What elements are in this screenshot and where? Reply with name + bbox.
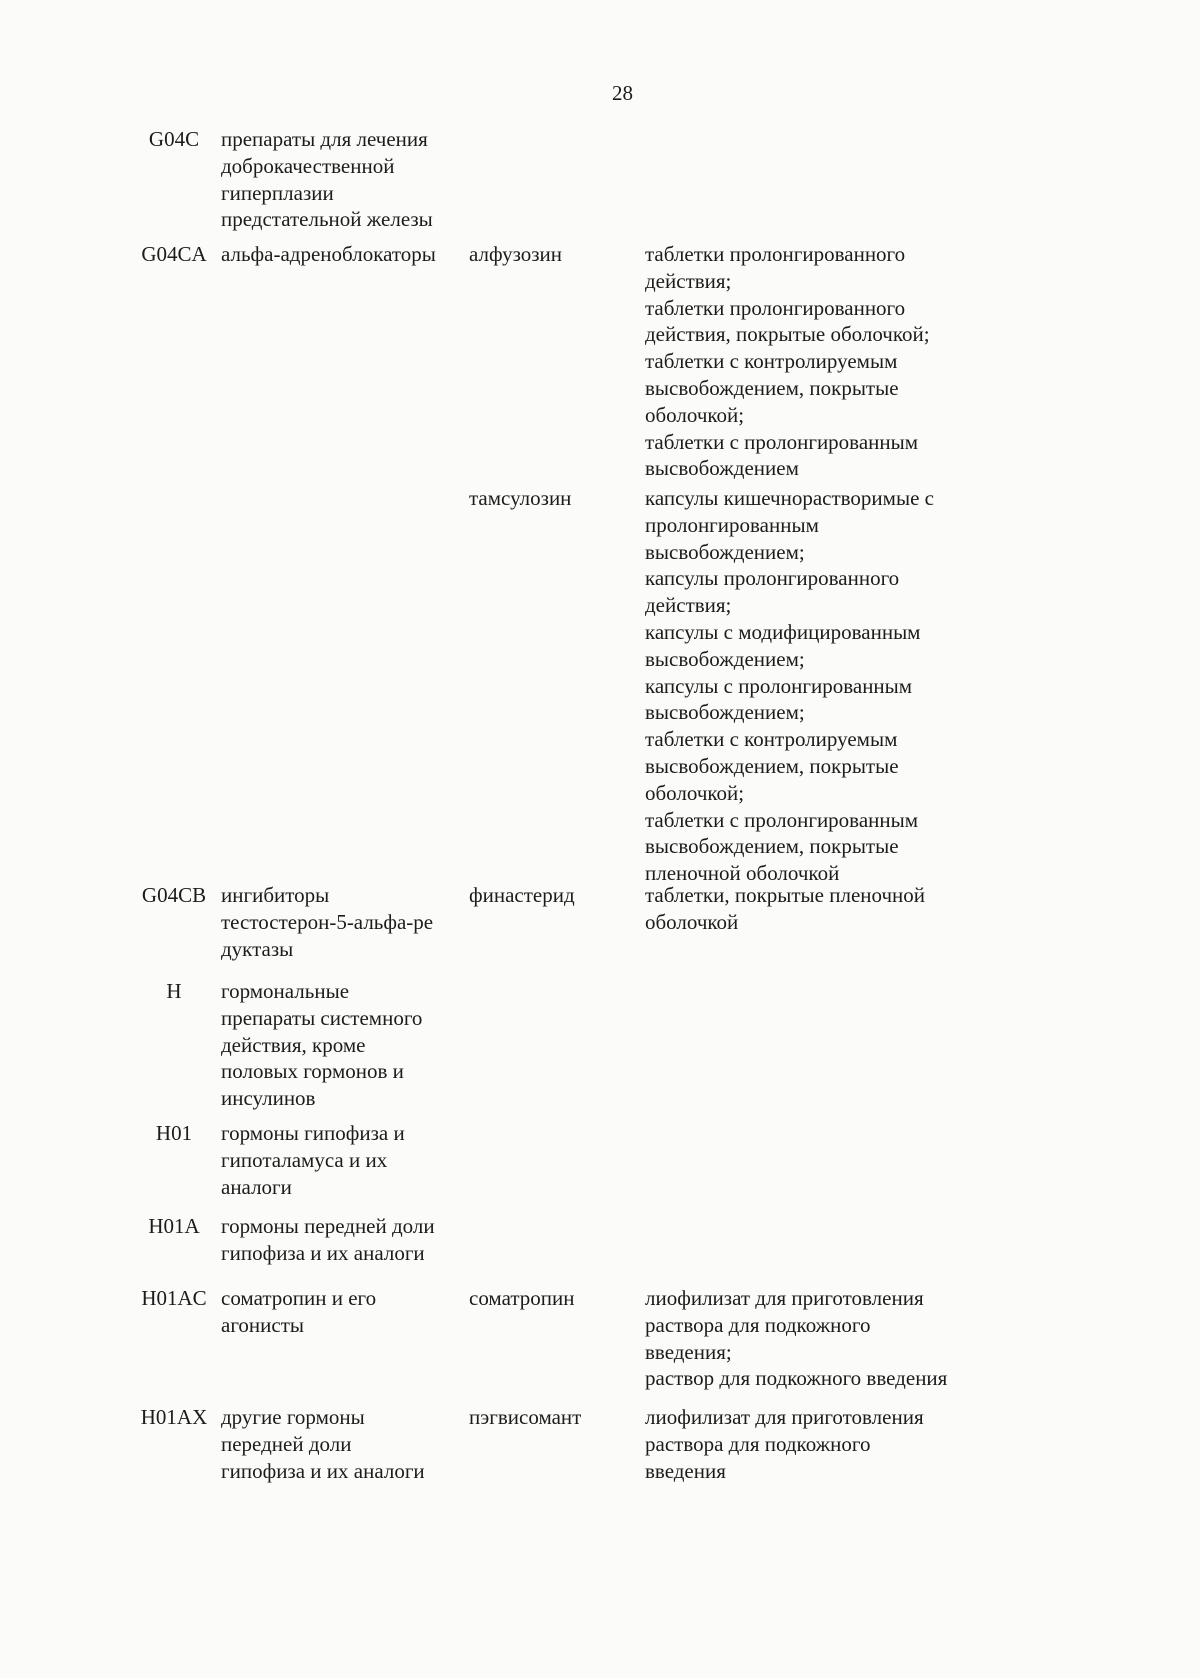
dosage-forms: лиофилизат для приготовления раствора для подкожного введения; раствор для подкожного введения — [645, 1286, 948, 1391]
atc-code: H — [166, 979, 182, 1003]
atc-code: H01AX — [140, 1405, 208, 1429]
pharmacological-group: гормональные препараты системного действия, кроме половых гормонов и инсулинов — [221, 979, 423, 1111]
pharmacological-group: другие гормоны передней доли гипофиза и их аналоги — [221, 1405, 425, 1483]
substance-name: финастерид — [469, 883, 575, 907]
pharmacological-group: гормоны передней доли гипофиза и их аналоги — [221, 1214, 435, 1265]
dosage-forms: капсулы кишечнорастворимые с пролонгированным высвобождением; капсулы пролонгированного действия; капсулы с модифицированным высвобождением; капсулы с пролонгированным высвобождением; таблетки с контролируемым высвобождением, покрытые оболочкой; таблетки с пролонгированным высвобождением, покрытые пленочной оболочкой — [645, 486, 934, 886]
atc-code: H01A — [148, 1214, 200, 1238]
dosage-forms: лиофилизат для приготовления раствора для подкожного введения — [645, 1405, 924, 1483]
substance-name: соматропин — [469, 1286, 575, 1310]
dosage-forms: таблетки пролонгированного действия; таблетки пролонгированного действия, покрытые оболочкой; таблетки с контролируемым высвобождением, покрытые оболочкой; таблетки с пролонгированным высвобождением — [645, 242, 930, 481]
page-number: 28 — [612, 81, 633, 105]
pharmacological-group: альфа-адреноблокаторы — [221, 242, 436, 266]
dosage-forms: таблетки, покрытые пленочной оболочкой — [645, 883, 926, 934]
pharmacological-group: соматропин и его агонисты — [221, 1286, 377, 1337]
pharmacological-group: гормоны гипофиза и гипоталамуса и их аналоги — [221, 1121, 405, 1199]
pharmacological-group: ингибиторы тестостерон-5-альфа-ре дуктазы — [221, 883, 434, 961]
atc-code: H01AC — [141, 1286, 207, 1310]
atc-code: G04CA — [141, 242, 207, 266]
pharmacological-group: препараты для лечения доброкачественной гиперплазии предстательной железы — [221, 127, 433, 232]
atc-code: G04CB — [141, 883, 207, 907]
atc-code: H01 — [155, 1121, 193, 1145]
atc-code: G04C — [148, 127, 200, 151]
substance-name: пэгвисомант — [469, 1405, 582, 1429]
substance-name: тамсулозин — [469, 486, 572, 510]
substance-name: алфузозин — [469, 242, 563, 266]
